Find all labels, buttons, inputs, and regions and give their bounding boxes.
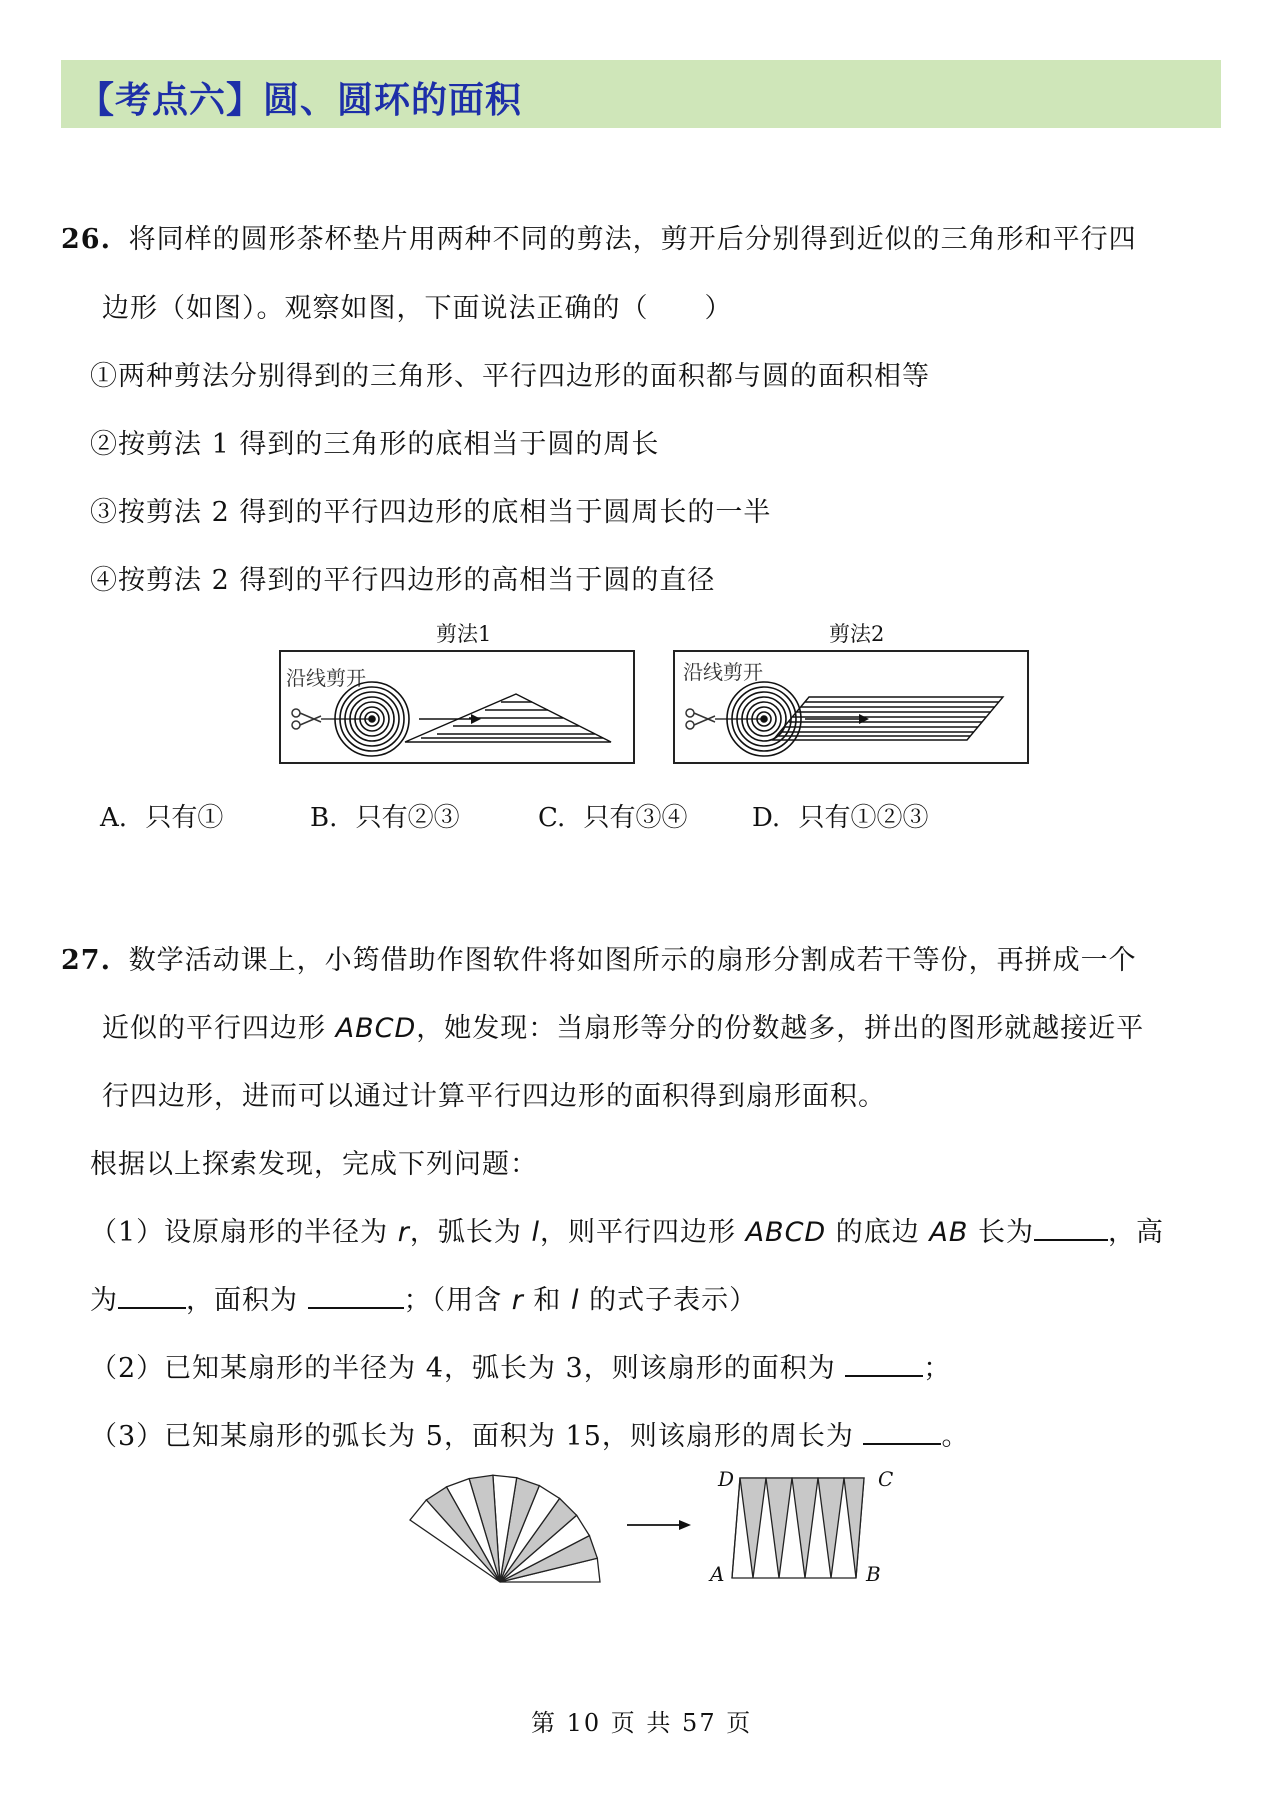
page-footer: 第 10 页 共 57 页 [531,1709,753,1737]
q26-stem-text1: 将同样的圆形茶杯垫片用两种不同的剪法，剪开后分别得到近似的三角形和平行四 [128,224,1137,255]
q27-stem-line4: 根据以上探索发现，完成下列问题： [90,1149,538,1180]
section-title: 【考点六】圆、圆环的面积 [78,80,523,121]
q26-statement-2: ②按剪法 1 得到的三角形的底相当于圆的周长 [90,429,660,460]
figure2-caption: 沿线剪开 [683,660,763,684]
scissors-icon [292,709,321,729]
q27-part1-line2 [90,1278,757,1317]
option-c[interactable] [538,797,688,834]
p1-var-ab: AB [929,1217,969,1248]
answer-blank-part2[interactable] [845,1351,923,1377]
option-b-letter: B. [310,803,338,833]
p1-var-r: r [397,1217,410,1248]
q26-statement-1: ①两种剪法分别得到的三角形、平行四边形的面积都与圆的面积相等 [90,361,930,392]
p1-text-b: ，弧长为 [409,1217,532,1248]
p1-var-abcd: ABCD [745,1217,827,1248]
q27-number: 27. [61,945,111,976]
answer-blank-height[interactable] [118,1283,186,1309]
label-d: D [718,1467,735,1491]
p1-text-f: ，高 [1107,1217,1164,1248]
parallelogram-abcd-figure [720,1474,870,1584]
p1-text-h: ，面积为 [186,1285,308,1316]
q26-number: 26. [61,224,111,255]
p2-end: ； [923,1353,952,1384]
option-c-text: 只有③④ [583,803,688,833]
striped-parallelogram [765,652,1007,740]
p1-var-r2: r [511,1285,524,1316]
figure1-title: 剪法1 [436,622,492,646]
p1-text-g: 为 [90,1285,118,1316]
arrow-icon [625,1515,695,1535]
striped-triangle [405,694,611,742]
figure1-drawing [281,652,631,760]
figure2-drawing [675,652,1025,760]
q27-stem-text1: 数学活动课上，小筠借助作图软件将如图所示的扇形分割成若干等份，再拼成一个 [128,945,1137,976]
label-c: C [878,1467,894,1491]
scissors-icon [686,709,715,729]
p1-text-d: 的底边 [826,1217,930,1248]
option-b[interactable] [310,797,460,834]
figure2-title: 剪法2 [829,622,885,646]
fan-figure [408,1470,608,1590]
q27-stem-line3: 行四边形，进而可以通过计算平行四边形的面积得到扇形面积。 [102,1081,886,1112]
option-c-letter: C. [538,803,566,833]
q27-abcd: ABCD [335,1013,417,1044]
p1-text-e: 长为 [968,1217,1034,1248]
q27-part1-line1 [90,1210,1164,1249]
q26-stem-line2: 边形（如图）。观察如图，下面说法正确的（ ） [102,293,733,324]
p3-end: 。 [941,1421,970,1452]
p2-text: （2）已知某扇形的半径为 4，弧长为 3，则该扇形的面积为 [90,1353,846,1384]
option-d[interactable] [752,797,928,834]
concentric-circle [715,682,801,756]
answer-blank-area[interactable] [308,1283,404,1309]
option-b-text: 只有②③ [355,803,460,833]
q26-stem-line1 [61,217,1137,256]
p1-text-j: 和 [523,1285,571,1316]
p1-var-l2: l [570,1285,580,1316]
label-b: B [866,1562,881,1586]
label-a: A [710,1562,725,1586]
q27-part3 [90,1414,969,1453]
p3-text: （3）已知某扇形的弧长为 5，面积为 15，则该扇形的周长为 [90,1421,864,1452]
answer-blank-part3[interactable] [863,1419,941,1445]
p1-text-c: ，则平行四边形 [539,1217,746,1248]
q27-stem-text2c: ，她发现：当扇形等分的份数越多，拼出的图形就越接近平 [416,1013,1145,1044]
q26-statement-3: ③按剪法 2 得到的平行四边形的底相当于圆周长的一半 [90,497,772,528]
q26-statement-4: ④按剪法 2 得到的平行四边形的高相当于圆的直径 [90,565,716,596]
q27-part2 [90,1346,951,1385]
option-d-letter: D. [752,803,781,833]
option-a-text: 只有① [145,803,224,833]
p1-var-l: l [531,1217,540,1248]
figure1-caption: 沿线剪开 [286,666,366,690]
q27-stem-text2a: 近似的平行四边形 [102,1013,336,1044]
answer-blank-base[interactable] [1034,1215,1108,1241]
p1-text-a: （1）设原扇形的半径为 [90,1217,398,1248]
option-d-text: 只有①②③ [798,803,929,833]
p1-text-i: ；（用含 [403,1285,512,1316]
q27-stem-line1 [61,938,1137,977]
concentric-circle [321,682,409,756]
option-a-letter: A. [100,803,128,833]
option-a[interactable] [100,797,223,834]
p1-text-k: 的式子表示） [579,1285,758,1316]
q27-stem-line2 [102,1006,1144,1045]
